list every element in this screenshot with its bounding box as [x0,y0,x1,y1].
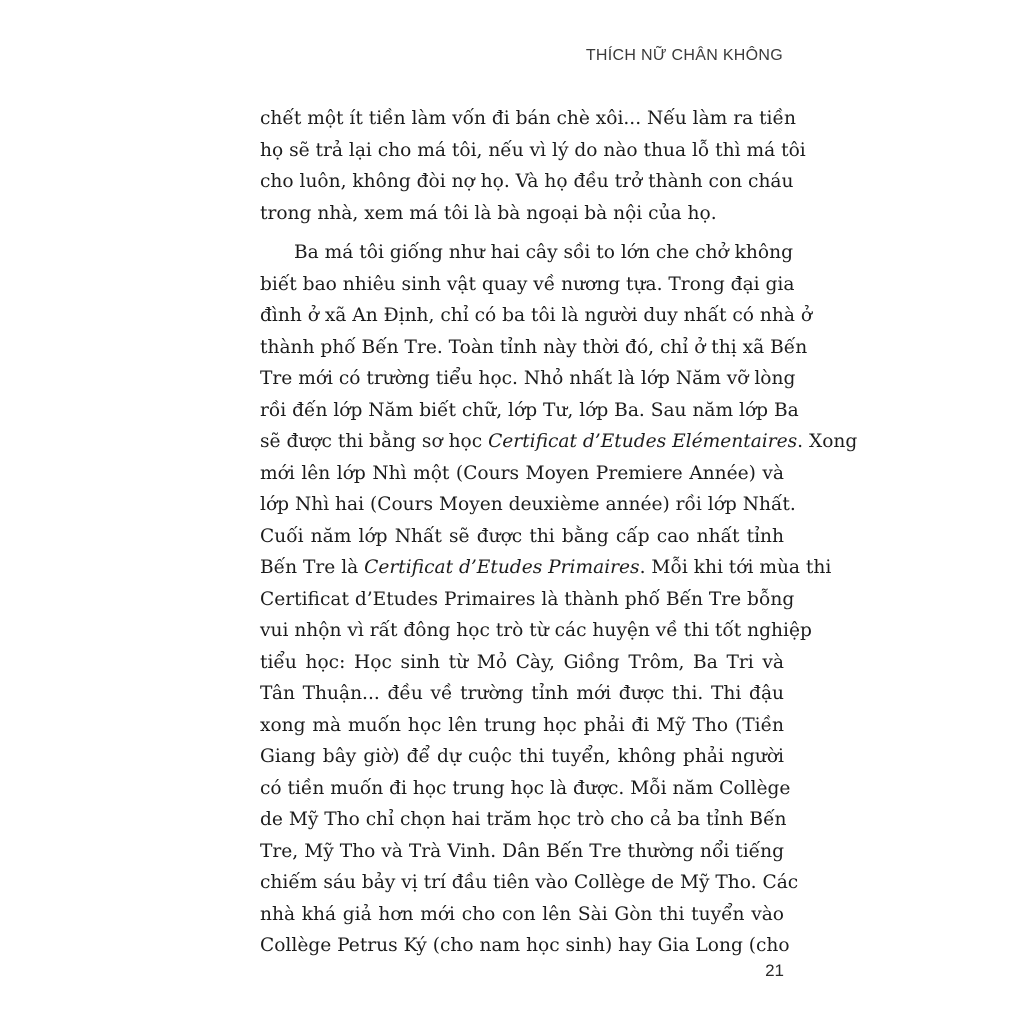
text-line: cho luôn, không đòi nợ họ. Và họ đều trở thành con cháu [260,171,794,192]
italic-term: Certificat d’Etudes Elémentaires [488,431,798,452]
text-line: Collège Petrus Ký (cho nam học sinh) hay Gia Long (cho [260,935,790,956]
text-line: tiểu học: Học sinh từ Mỏ Cày, Giồng Trôm, Ba Tri và [260,651,784,673]
text-line: lớp Nhì hai (Cours Moyen deuxième année) rồi lớp Nhất. [260,494,796,515]
text-line: Giang bây giờ) để dự cuộc thi tuyển, không phải người [260,746,784,767]
text-line: Tre mới có trường tiểu học. Nhỏ nhất là lớp Năm vỡ lòng [260,368,796,389]
text-line: xong mà muốn học lên trung học phải đi Mỹ Tho (Tiền [260,714,784,736]
text-line: vui nhộn vì rất đông học trò từ các huyện về thi tốt nghiệp [260,620,812,641]
text-line: Tre, Mỹ Tho và Trà Vinh. Dân Bến Tre thường nổi tiếng [260,840,784,862]
italic-term: Certificat d’Etudes Primaires [364,557,640,578]
text-line: sẽ được thi bằng sơ học Certificat d’Etudes Elémentaires. Xong [260,431,858,452]
text-line: Ba má tôi giống như hai cây sồi to lớn che chở không [294,242,793,263]
text-line: Cuối năm lớp Nhất sẽ được thi bằng cấp cao nhất tỉnh [260,525,784,547]
text-line: Bến Tre là Certificat d’Etudes Primaires. Mỗi khi tới mùa thi [260,557,832,578]
text-line: nhà khá giả hơn mới cho con lên Sài Gòn thi tuyển vào [260,903,784,925]
text-line: biết bao nhiêu sinh vật quay về nương tựa. Trong đại gia [260,273,795,295]
running-header: THÍCH NỮ CHÂN KHÔNG [585,47,783,64]
text-line: chiếm sáu bảy vị trí đầu tiên vào Collège de Mỹ Tho. Các [260,872,799,893]
body-text [260,103,858,962]
text-line: Tân Thuận... đều về trường tỉnh mới được thi. Thi đậu [260,683,784,704]
text-line: đình ở xã An Định, chỉ có ba tôi là người duy nhất có nhà ở [260,305,813,326]
text-line: họ sẽ trả lại cho má tôi, nếu vì lý do nào thua lỗ thì má tôi [260,139,806,161]
text-line: mới lên lớp Nhì một (Cours Moyen Premiere Année) và [260,462,784,484]
page-number: 21 [765,961,784,980]
text-line: trong nhà, xem má tôi là bà ngoại bà nội của họ. [260,202,717,224]
text-line: rồi đến lớp Năm biết chữ, lớp Tư, lớp Ba. Sau năm lớp Ba [260,399,799,421]
text-line: có tiền muốn đi học trung học là được. Mỗi năm Collège [260,777,791,799]
text-line: thành phố Bến Tre. Toàn tỉnh này thời đó, chỉ ở thị xã Bến [260,336,808,358]
text-line: chết một ít tiền làm vốn đi bán chè xôi... Nếu làm ra tiền [260,108,796,129]
paragraph-gap [260,229,784,237]
text-line: Certificat d’Etudes Primaires là thành phố Bến Tre bỗng [260,588,795,610]
text-line: de Mỹ Tho chỉ chọn hai trăm học trò cho cả ba tỉnh Bến [260,809,787,830]
